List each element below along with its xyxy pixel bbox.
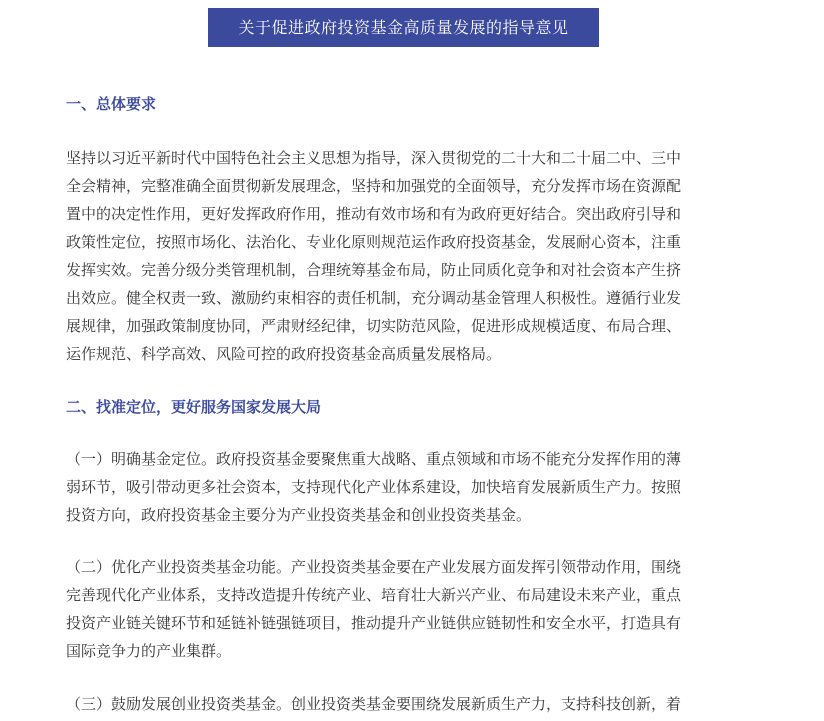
paragraph-line: 展规律，加强政策制度协同，严肃财经纪律，切实防范风险，促进形成规模适度、布局合理、 [66, 317, 682, 335]
paragraph-line: 坚持以习近平新时代中国特色社会主义思想为指导，深入贯彻党的二十大和二十届二中、三中 [66, 149, 682, 167]
paragraph-line: 发挥实效。完善分级分类管理机制，合理统筹基金布局，防止同质化竞争和对社会资本产生挤 [66, 261, 682, 279]
paragraph-line: 弱环节，吸引带动更多社会资本，支持现代化产业体系建设，加快培育发展新质生产力。按照 [66, 478, 682, 496]
paragraph-line: 投资产业链关键环节和延链补链强链项目，推动提升产业链供应链韧性和安全水平，打造具有 [66, 614, 682, 632]
paragraph-line: 置中的决定性作用，更好发挥政府作用，推动有效市场和有为政府更好结合。突出政府引导和 [66, 205, 682, 223]
paragraph-industrial-funds [66, 553, 748, 665]
paragraph-line: 全会精神，完整准确全面贯彻新发展理念，坚持和加强党的全面领导，充分发挥市场在资源配 [66, 177, 682, 195]
paragraph-fund-positioning [66, 445, 748, 529]
paragraph-overall-requirements [66, 144, 748, 368]
paragraph-line: （一）明确基金定位。政府投资基金要聚焦重大战略、重点领域和市场不能充分发挥作用的薄 [66, 450, 682, 468]
paragraph-line: 出效应。健全权责一致、激励约束相容的责任机制，充分调动基金管理人积极性。遵循行业发 [66, 289, 682, 307]
paragraph-line: 完善现代化产业体系，支持改造提升传统产业、培育壮大新兴产业、布局建设未来产业，重点 [66, 586, 682, 604]
paragraph-line: 国际竞争力的产业集群。 [66, 642, 232, 660]
paragraph-line: 政策性定位，按照市场化、法治化、专业化原则规范运作政府投资基金，发展耐心资本，注重 [66, 233, 682, 251]
paragraph-line: 投资方向，政府投资基金主要分为产业投资类基金和创业投资类基金。 [66, 506, 532, 524]
paragraph-venture-funds [66, 690, 748, 718]
paragraph-line: （二）优化产业投资类基金功能。产业投资类基金要在产业发展方面发挥引领带动作用，围绕 [66, 558, 682, 576]
paragraph-line: （三）鼓励发展创业投资类基金。创业投资类基金要围绕发展新质生产力，支持科技创新，着 [66, 695, 682, 713]
section-heading-positioning: 二、找准定位，更好服务国家发展大局 [66, 398, 322, 416]
section-heading-overall-requirements: 一、总体要求 [66, 95, 157, 113]
paragraph-line: 运作规范、科学高效、风险可控的政府投资基金高质量发展格局。 [66, 345, 502, 363]
document-title: 关于促进政府投资基金高质量发展的指导意见 [208, 8, 599, 47]
